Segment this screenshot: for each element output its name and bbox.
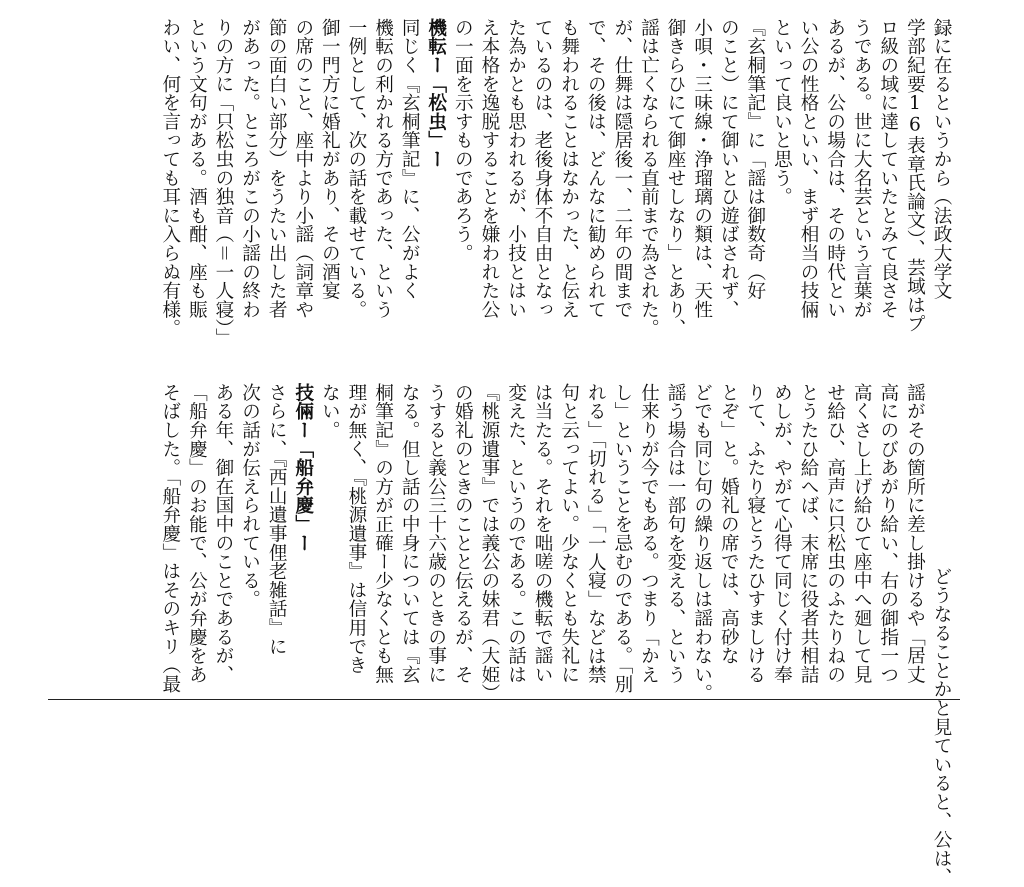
section-heading-matsumushi: 機転ー「松虫」ー [425, 18, 447, 169]
text-column: なる。但し話の中身については『玄 [399, 383, 421, 684]
text-column: 機転の利かれる方であった、という [372, 18, 394, 319]
text-column: 学部紀要16表章氏論文）、芸域はプ [904, 18, 926, 334]
text-column: 謡う場合は一部句を変える、という [665, 383, 687, 684]
text-column: 御きらひにて御座せしなり」とあり、 [665, 18, 687, 338]
text-column: の一面を示すものであろう。 [452, 18, 474, 263]
text-column: あるが、公の場合は、その時代とい [824, 18, 846, 319]
bottom-rule-divider [48, 699, 960, 700]
text-column: 録に在るというから（法政大学文 [931, 18, 952, 300]
text-column: 高にのびあがり給い、右の御指一つ [877, 383, 899, 684]
text-column: れる」「切れる」「一人寝」などは禁 [585, 383, 607, 684]
text-column: せ給ひ、高声に只松虫のふたりねの [824, 383, 846, 684]
text-column: 句と云ってよい。少なくとも失礼に [558, 383, 580, 684]
text-column: うである。世に大名芸という言葉が [851, 18, 873, 319]
text-column: し」ということを忌むのである。「別 [611, 383, 633, 694]
text-column: のこと）にて御いとひ遊ばされず、 [718, 18, 740, 319]
text-column: 御一門方に婚礼があり、その酒宴 [319, 18, 341, 300]
text-column: 節の面白い部分）をうたい出した者 [266, 18, 288, 319]
text-column: の席のこと、座中より小謡（詞章や [292, 18, 314, 319]
text-column: 謡は亡くなられる直前まで為された。 [638, 18, 660, 338]
text-column: 仕来りが今でもある。つまり「かえ [638, 383, 660, 684]
text-column: 「船弁慶」のお能で、公が弁慶をあ [186, 383, 208, 684]
text-column: 一例として、次の話を載せている。 [345, 18, 367, 319]
text-column: ロ級の域に達していたとみて良さそ [877, 18, 899, 319]
lower-text-block [58, 383, 954, 887]
text-column: は当たる。それを咄嗟の機転で謡い [532, 383, 554, 684]
text-column: ない。 [319, 383, 341, 440]
text-column: とぞ」と。婚礼の席では、高砂な [718, 383, 740, 665]
text-column: りて、ふたり寝とうたひすましける [744, 383, 766, 684]
text-column: 『玄桐筆記』に「謡は御数奇（好 [744, 18, 766, 300]
text-column: といって良いと思う。 [771, 18, 793, 206]
text-column: 理が無く、『桃源遺事』は信用でき [345, 383, 367, 675]
text-column: も舞われることはなかった、と伝え [558, 18, 580, 319]
text-column: の婚礼のときのことと伝えるが、そ [452, 383, 474, 684]
text-column: という文句がある。酒も酣、座も賑 [186, 18, 208, 319]
text-column: で、その後は、どんなに勧められて [585, 18, 607, 319]
text-column: 次の話が伝えられている。 [239, 383, 261, 609]
text-column: めしが、やがて心得て同じく付け奉 [771, 383, 793, 684]
text-column: 高くさし上げ給ひて座中へ廻して見 [851, 383, 873, 684]
text-column: どでも同じ句の繰り返しは謡わない。 [691, 383, 713, 703]
text-column: 小唄・三味線・浄瑠璃の類は、天性 [691, 18, 713, 319]
text-column: さらに、『西山遺事俚老雑話』に [266, 383, 288, 656]
text-column: た為かとも思われるが、小技とはい [505, 18, 527, 319]
text-column: とうたひ給へば、末席に役者共相詰 [798, 383, 820, 684]
text-column: 『桃源遺事』では義公の妹君（大姫） [478, 383, 500, 703]
text-column: うすると義公三十六歳のときの事に [425, 383, 447, 684]
text-column: 謡がその箇所に差し掛けるや「居丈 [904, 383, 926, 684]
text-column: 桐筆記』の方が正確ー少なくとも無 [372, 383, 394, 684]
text-column: そばした。「船弁慶」はそのキリ（最 [159, 383, 181, 694]
upper-text-block [58, 18, 954, 363]
text-column: りの方に「只松虫の独音（＝一人寝）」 [212, 18, 234, 348]
text-column: い公の性格といい、まず相当の技倆 [798, 18, 820, 319]
text-column: 同じく『玄桐筆記』に、公がよく [399, 18, 421, 300]
text-column: どうなることかと見ていると、公は、 [931, 567, 952, 887]
text-column: わい、何を言っても耳に入らぬ有様。 [159, 18, 181, 338]
text-column: が、仕舞は隠居後一、二年の間まで [611, 18, 633, 319]
text-column: があった。ところがこの小謡の終わ [239, 18, 261, 319]
text-column: ある年、御在国中のことであるが、 [212, 383, 234, 684]
section-heading-funabenkei: 技倆ー「船弁慶」ー [292, 383, 314, 553]
text-column: 変えた、というのである。この話は [505, 383, 527, 684]
text-column: え本格を逸脱することを嫌われた公 [478, 18, 500, 319]
text-column: ているのは、老後身体不自由となっ [532, 18, 554, 319]
